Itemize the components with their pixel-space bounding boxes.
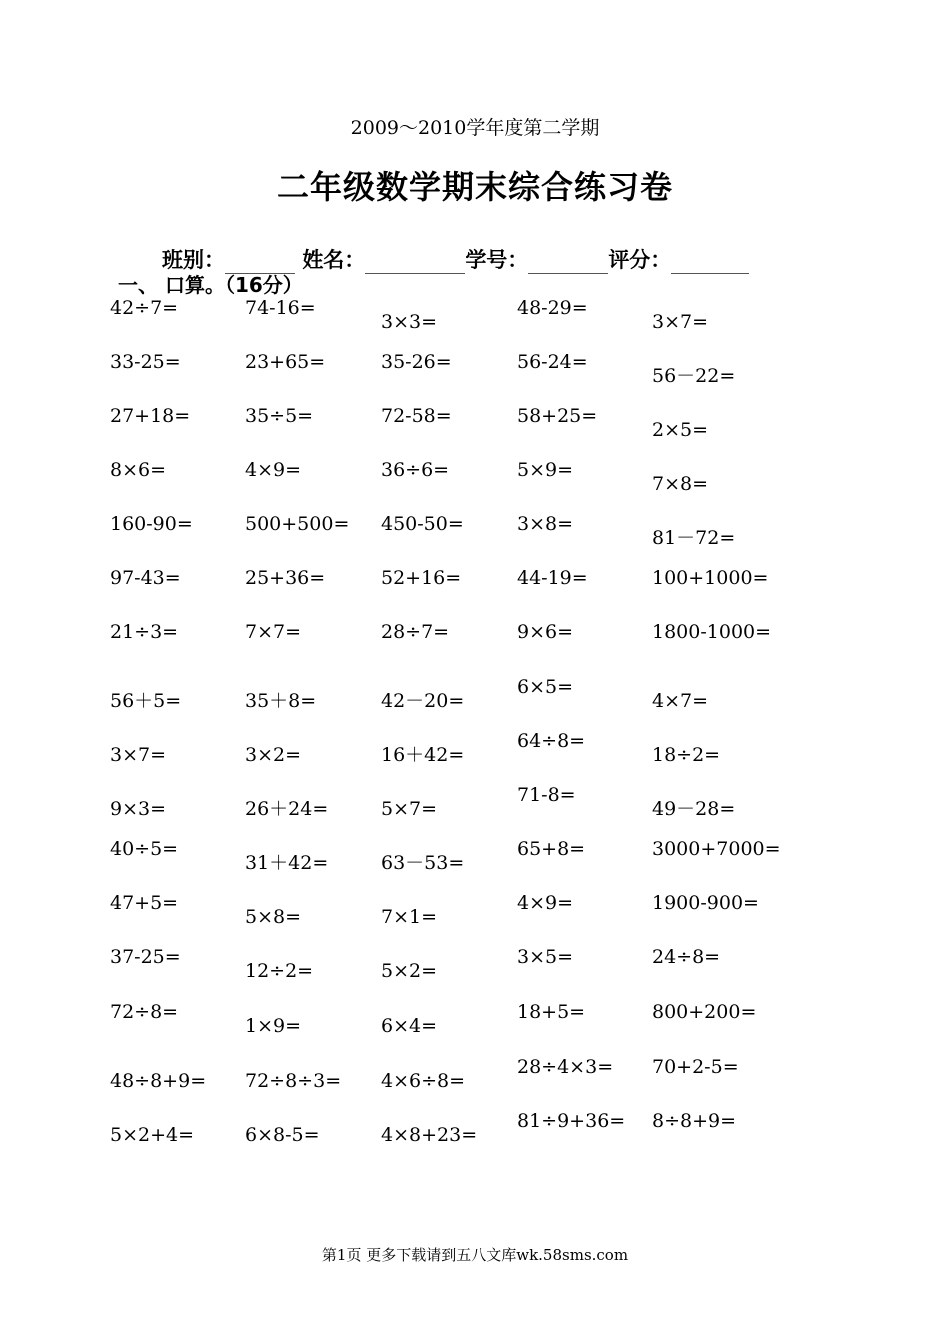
footer: 第1页 更多下载请到五八文库wk.58sms.com bbox=[321, 1246, 629, 1264]
problem-r12-c4: 4×9= bbox=[517, 892, 574, 914]
problem-r13-c2: 12÷2= bbox=[245, 960, 314, 982]
problem-r13-c4: 3×5= bbox=[517, 946, 574, 968]
problem-r15-c5: 70+2-5= bbox=[652, 1056, 739, 1078]
problem-r14-c1: 72÷8= bbox=[110, 1001, 179, 1023]
problem-r11-c4: 65+8= bbox=[517, 838, 586, 860]
problem-r1-c5: 3×7= bbox=[652, 311, 709, 333]
problem-r1-c2: 74-16= bbox=[245, 297, 316, 319]
problem-r5-c1: 160-90= bbox=[110, 513, 193, 535]
problem-r12-c2: 5×8= bbox=[245, 906, 302, 928]
problem-r1-c3: 3×3= bbox=[381, 311, 438, 333]
problem-r16-c2: 6×8-5= bbox=[245, 1124, 320, 1146]
problem-r7-c4: 9×6= bbox=[517, 621, 574, 643]
problem-r11-c5: 3000+7000= bbox=[652, 838, 781, 860]
problem-r15-c1: 48÷8+9= bbox=[110, 1070, 207, 1092]
problem-r5-c3: 450-50= bbox=[381, 513, 464, 535]
problem-r2-c5: 56－22= bbox=[652, 365, 736, 387]
problem-r11-c2: 31＋42= bbox=[245, 852, 329, 874]
problem-r6-c3: 52+16= bbox=[381, 567, 462, 589]
problem-r16-c3: 4×8+23= bbox=[381, 1124, 478, 1146]
problem-r14-c5: 800+200= bbox=[652, 1001, 757, 1023]
problem-r15-c4: 28÷4×3= bbox=[517, 1056, 614, 1078]
problem-r14-c4: 18+5= bbox=[517, 1001, 586, 1023]
problem-r14-c2: 1×9= bbox=[245, 1015, 302, 1037]
problem-r7-c5: 1800-1000= bbox=[652, 621, 772, 643]
problem-r9-c3: 16＋42= bbox=[381, 744, 465, 766]
problem-r1-c4: 48-29= bbox=[517, 297, 588, 319]
problem-r3-c3: 72-58= bbox=[381, 405, 452, 427]
problem-r3-c1: 27+18= bbox=[110, 405, 191, 427]
problem-r9-c2: 3×2= bbox=[245, 744, 302, 766]
problem-r5-c5: 81－72= bbox=[652, 527, 736, 549]
problem-r6-c5: 100+1000= bbox=[652, 567, 769, 589]
class-label: 班别： bbox=[162, 248, 225, 272]
problem-r6-c2: 25+36= bbox=[245, 567, 326, 589]
problem-r8-c2: 35＋8= bbox=[245, 690, 317, 712]
problem-r16-c4: 81÷9+36= bbox=[517, 1110, 626, 1132]
problem-r7-c2: 7×7= bbox=[245, 621, 302, 643]
problem-r5-c2: 500+500= bbox=[245, 513, 350, 535]
problem-r8-c1: 56＋5= bbox=[110, 690, 182, 712]
problem-r15-c2: 72÷8÷3= bbox=[245, 1070, 342, 1092]
problem-r8-c5: 4×7= bbox=[652, 690, 709, 712]
problem-r12-c5: 1900-900= bbox=[652, 892, 759, 914]
problem-r4-c4: 5×9= bbox=[517, 459, 574, 481]
score-label: 评分： bbox=[608, 248, 672, 272]
problem-r10-c1: 9×3= bbox=[110, 798, 167, 820]
problem-r12-c3: 7×1= bbox=[381, 906, 438, 928]
problem-r12-c1: 47+5= bbox=[110, 892, 179, 914]
problem-r2-c4: 56-24= bbox=[517, 351, 588, 373]
page-title: 二年级数学期末综合练习卷 bbox=[276, 168, 673, 206]
problem-r7-c1: 21÷3= bbox=[110, 621, 179, 643]
problem-r6-c1: 97-43= bbox=[110, 567, 181, 589]
name-blank[interactable] bbox=[365, 251, 465, 274]
problem-r16-c5: 8÷8+9= bbox=[652, 1110, 737, 1132]
problem-r4-c3: 36÷6= bbox=[381, 459, 450, 481]
problem-r13-c1: 37-25= bbox=[110, 946, 181, 968]
problem-r1-c1: 42÷7= bbox=[110, 297, 179, 319]
problem-r6-c4: 44-19= bbox=[517, 567, 588, 589]
problem-r15-c3: 4×6÷8= bbox=[381, 1070, 466, 1092]
number-blank[interactable] bbox=[528, 251, 608, 274]
problem-r10-c5: 49－28= bbox=[652, 798, 736, 820]
problem-r16-c1: 5×2+4= bbox=[110, 1124, 195, 1146]
problem-r7-c3: 28÷7= bbox=[381, 621, 450, 643]
problem-r11-c1: 40÷5= bbox=[110, 838, 179, 860]
problem-r4-c2: 4×9= bbox=[245, 459, 302, 481]
problem-r9-c5: 18÷2= bbox=[652, 744, 721, 766]
problem-r9-c4: 64÷8= bbox=[517, 730, 586, 752]
number-label: 学号： bbox=[465, 248, 529, 272]
problem-r10-c3: 5×7= bbox=[381, 798, 438, 820]
name-label: 姓名： bbox=[302, 248, 366, 272]
subtitle: 2009～2010学年度第二学期 bbox=[350, 117, 600, 139]
problem-r10-c2: 26＋24= bbox=[245, 798, 329, 820]
problem-r3-c4: 58+25= bbox=[517, 405, 598, 427]
problem-r4-c5: 7×8= bbox=[652, 473, 709, 495]
problem-r11-c3: 63－53= bbox=[381, 852, 465, 874]
problem-r14-c3: 6×4= bbox=[381, 1015, 438, 1037]
problem-r13-c5: 24÷8= bbox=[652, 946, 721, 968]
problem-r5-c4: 3×8= bbox=[517, 513, 574, 535]
problem-r9-c1: 3×7= bbox=[110, 744, 167, 766]
problem-r2-c1: 33-25= bbox=[110, 351, 181, 373]
problem-r13-c3: 5×2= bbox=[381, 960, 438, 982]
problem-r2-c2: 23+65= bbox=[245, 351, 326, 373]
score-blank[interactable] bbox=[671, 251, 749, 274]
section-heading: 一、 口算。（16分） bbox=[118, 273, 303, 297]
problem-r4-c1: 8×6= bbox=[110, 459, 167, 481]
problem-r10-c4: 71-8= bbox=[517, 784, 576, 806]
problem-r8-c4: 6×5= bbox=[517, 676, 574, 698]
problem-r3-c2: 35÷5= bbox=[245, 405, 314, 427]
problem-r2-c3: 35-26= bbox=[381, 351, 452, 373]
problem-r3-c5: 2×5= bbox=[652, 419, 709, 441]
problem-r8-c3: 42－20= bbox=[381, 690, 465, 712]
